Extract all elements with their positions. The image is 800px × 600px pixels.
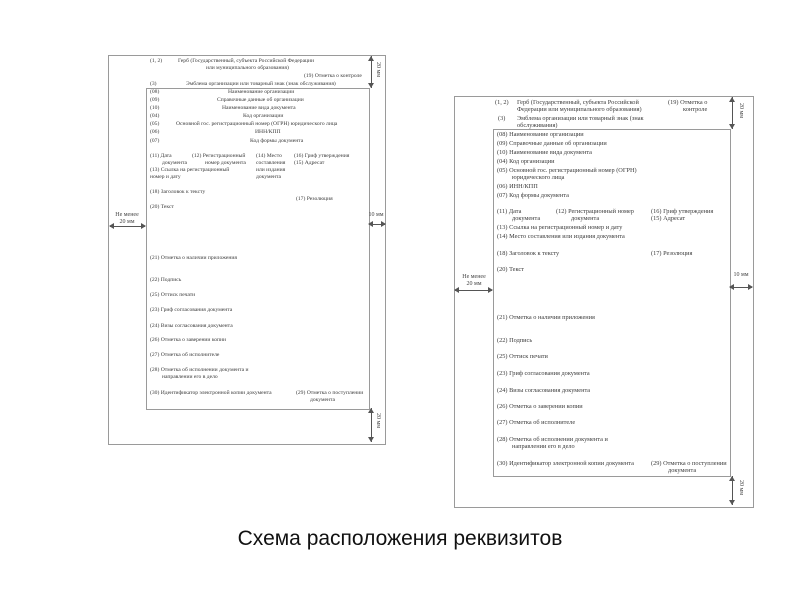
right-req-14: (14) Место составления или издания документа bbox=[497, 233, 625, 240]
left-req-22: (22) Подпись bbox=[150, 277, 182, 283]
left-margin-left-arrowhead-r bbox=[141, 223, 146, 229]
right-req-19: (19) Отметка о bbox=[668, 99, 708, 106]
left-margin-bottom-arrowhead-u bbox=[368, 408, 374, 413]
left-req-25: (25) Оттиск печати bbox=[150, 292, 196, 298]
left-req-1-text: Герб (Государственный, субъекта Российской Федерации bbox=[178, 58, 315, 64]
left-req-26: (26) Отметка о заверении копии bbox=[150, 337, 227, 343]
right-req-18: (18) Заголовок к тексту bbox=[497, 250, 560, 257]
left-margin-left-line2: 20 мм bbox=[119, 218, 135, 225]
right-req-21: (21) Отметка о наличии приложения bbox=[497, 314, 595, 321]
left-req-21: (21) Отметка о наличии приложения bbox=[150, 255, 237, 261]
left-margin-top-arrowhead-d bbox=[368, 83, 374, 88]
left-margin-top-label: 20 мм bbox=[375, 62, 381, 78]
left-req-28: (28) Отметка об исполнении документа и bbox=[150, 367, 249, 373]
right-req-15: (15) Адресат bbox=[651, 215, 686, 222]
right-margin-left-arrowhead-l bbox=[454, 287, 459, 293]
left-margin-right-label: 10 мм bbox=[368, 212, 384, 218]
right-margin-left-arrowhead-r bbox=[488, 287, 493, 293]
right-req-12: (12) Регистрационный номер bbox=[556, 208, 634, 215]
right-req-25: (25) Оттиск печати bbox=[497, 353, 548, 360]
left-req-09-num: (09) bbox=[150, 97, 160, 103]
left-req-09: Справочные данные об организации bbox=[217, 97, 304, 103]
right-req-29b: документа bbox=[668, 467, 697, 474]
right-req-30: (30) Идентификатор электронной копии документа bbox=[497, 460, 634, 467]
left-req-07-num: (07) bbox=[150, 138, 160, 144]
left-inner-frame bbox=[146, 88, 370, 410]
left-req-24: (24) Визы согласования документа bbox=[150, 323, 233, 329]
right-req-05: (05) Основной гос. регистрационный номер (ОГРН) bbox=[497, 167, 637, 174]
right-margin-top-label: 20 мм bbox=[738, 103, 744, 119]
left-req-14d: документа bbox=[256, 174, 282, 180]
left-req-06: ИНН/КПП bbox=[255, 129, 281, 135]
left-req-04: Код организации bbox=[243, 113, 284, 119]
left-req-18: (18) Заголовок к тексту bbox=[150, 189, 206, 195]
right-req-27: (27) Отметка об исполнителе bbox=[497, 419, 576, 426]
left-req-14c: или издания bbox=[256, 167, 286, 173]
left-req-10: Наименование вида документа bbox=[222, 105, 296, 111]
right-req-3-num: (3) bbox=[498, 115, 506, 122]
right-req-22: (22) Подпись bbox=[497, 337, 533, 344]
right-req-07: (07) Код формы документа bbox=[497, 192, 569, 199]
left-req-14: (14) Место bbox=[256, 153, 282, 159]
right-req-29: (29) Отметка о поступлении bbox=[651, 460, 727, 467]
left-req-28b: направлении его в дело bbox=[162, 374, 218, 380]
right-req-20: (20) Текст bbox=[497, 266, 524, 273]
right-margin-right-arrowhead-l bbox=[729, 284, 734, 290]
left-req-15: (15) Адресат bbox=[294, 160, 325, 166]
left-margin-bottom-label: 20 мм bbox=[375, 413, 381, 429]
left-req-16: (16) Гриф утверждения bbox=[294, 153, 350, 159]
right-margin-bottom-label: 20 мм bbox=[738, 480, 744, 496]
right-margin-right-label: 10 мм bbox=[733, 272, 749, 278]
right-margin-left-line2: 20 мм bbox=[466, 280, 482, 287]
left-margin-bottom-arrowhead-d bbox=[368, 437, 374, 442]
right-req-09: (09) Справочные данные об организации bbox=[497, 140, 607, 147]
left-req-11b: документа bbox=[162, 160, 188, 166]
right-margin-left-arrow-line bbox=[455, 290, 492, 291]
left-margin-top-arrowhead-u bbox=[368, 56, 374, 61]
left-req-13: (13) Ссылка на регистрационный bbox=[150, 167, 230, 173]
right-req-28b: направлении его в дело bbox=[512, 443, 575, 450]
right-margin-left-label bbox=[456, 274, 492, 287]
right-req-16: (16) Гриф утверждения bbox=[651, 208, 714, 215]
right-req-11b: документа bbox=[512, 215, 541, 222]
left-req-29: (29) Отметка о поступлении bbox=[296, 390, 364, 396]
left-req-3-num: (3) bbox=[150, 81, 157, 87]
right-req-19b: контроле bbox=[683, 106, 708, 113]
right-req-13: (13) Ссылка на регистрационный номер и дату bbox=[497, 224, 623, 231]
left-req-27: (27) Отметка об исполнителе bbox=[150, 352, 220, 358]
left-req-06-num: (06) bbox=[150, 129, 160, 135]
right-req-1-text2: Федерации или муниципального образования) bbox=[517, 106, 642, 113]
right-req-12b: документа bbox=[571, 215, 600, 222]
right-req-10: (10) Наименование вида документа bbox=[497, 149, 592, 156]
left-req-1-num: (1, 2) bbox=[150, 58, 163, 64]
left-req-07: Код формы документа bbox=[250, 138, 304, 144]
right-req-26: (26) Отметка о заверении копии bbox=[497, 403, 583, 410]
left-req-04-num: (04) bbox=[150, 113, 160, 119]
right-req-3-text: Эмблема организации или товарный знак (знак bbox=[517, 115, 644, 122]
left-req-23: (23) Гриф согласования документа bbox=[150, 307, 233, 313]
right-req-11: (11) Дата bbox=[497, 208, 522, 215]
right-margin-left-line1: Не менее bbox=[462, 274, 486, 280]
right-req-1-num: (1, 2) bbox=[495, 99, 509, 106]
right-req-17: (17) Резолюция bbox=[651, 250, 693, 257]
left-req-10-num: (10) bbox=[150, 105, 160, 111]
slide-caption: Схема расположения реквизитов bbox=[237, 527, 563, 550]
left-req-14b: составления bbox=[256, 160, 286, 166]
left-req-30: (30) Идентификатор электронной копии документа bbox=[150, 390, 272, 396]
right-req-24: (24) Визы согласования документа bbox=[497, 387, 591, 394]
left-req-13b: номер и дату bbox=[150, 174, 181, 180]
left-req-20: (20) Текст bbox=[150, 204, 174, 210]
left-req-08: Наименование организации bbox=[228, 89, 295, 95]
right-margin-top-arrowhead-u bbox=[729, 97, 735, 102]
left-req-29b: документа bbox=[310, 397, 336, 403]
right-req-08: (08) Наименование организации bbox=[497, 131, 584, 138]
left-req-08-num: (08) bbox=[150, 89, 160, 95]
left-margin-left-label bbox=[110, 212, 144, 225]
right-margin-bottom-arrowhead-u bbox=[729, 476, 735, 481]
left-req-17: (17) Резолюция bbox=[296, 196, 333, 202]
right-req-1-text: Герб (Государственный, субъекта Российской bbox=[517, 99, 639, 106]
left-margin-right-arrowhead-r bbox=[381, 221, 386, 227]
right-req-28: (28) Отметка об исполнении документа и bbox=[497, 436, 608, 443]
left-req-19: (19) Отметка о контроле bbox=[304, 73, 362, 79]
right-margin-top-arrowhead-d bbox=[729, 124, 735, 129]
right-req-05b: юридического лица bbox=[512, 174, 565, 181]
right-margin-right-arrowhead-r bbox=[748, 284, 753, 290]
left-req-1-text2: или муниципального образования) bbox=[206, 65, 289, 71]
left-req-05-num: (05) bbox=[150, 121, 160, 127]
right-req-06: (06) ИНН/КПП bbox=[497, 183, 538, 190]
left-req-11: (11) Дата bbox=[150, 153, 172, 159]
left-margin-left-arrowhead-l bbox=[109, 223, 114, 229]
right-req-04: (04) Код организации bbox=[497, 158, 555, 165]
left-req-12: (12) Регистрационный bbox=[192, 153, 246, 159]
left-margin-right-arrowhead-l bbox=[368, 221, 373, 227]
right-margin-bottom-arrowhead-d bbox=[729, 500, 735, 505]
left-req-05: Основной гос. регистрационный номер (ОГРН) юридического лица bbox=[176, 121, 338, 127]
left-margin-left-arrow-line bbox=[110, 226, 145, 227]
right-req-23: (23) Гриф согласования документа bbox=[497, 370, 590, 377]
left-req-3-text: Эмблема организации или товарный знак (знак обслуживания) bbox=[186, 81, 336, 87]
right-req-3-text2: обслуживания) bbox=[517, 122, 558, 129]
left-req-12b: номер документа bbox=[205, 160, 246, 166]
left-margin-left-line1: Не менее bbox=[115, 212, 139, 218]
